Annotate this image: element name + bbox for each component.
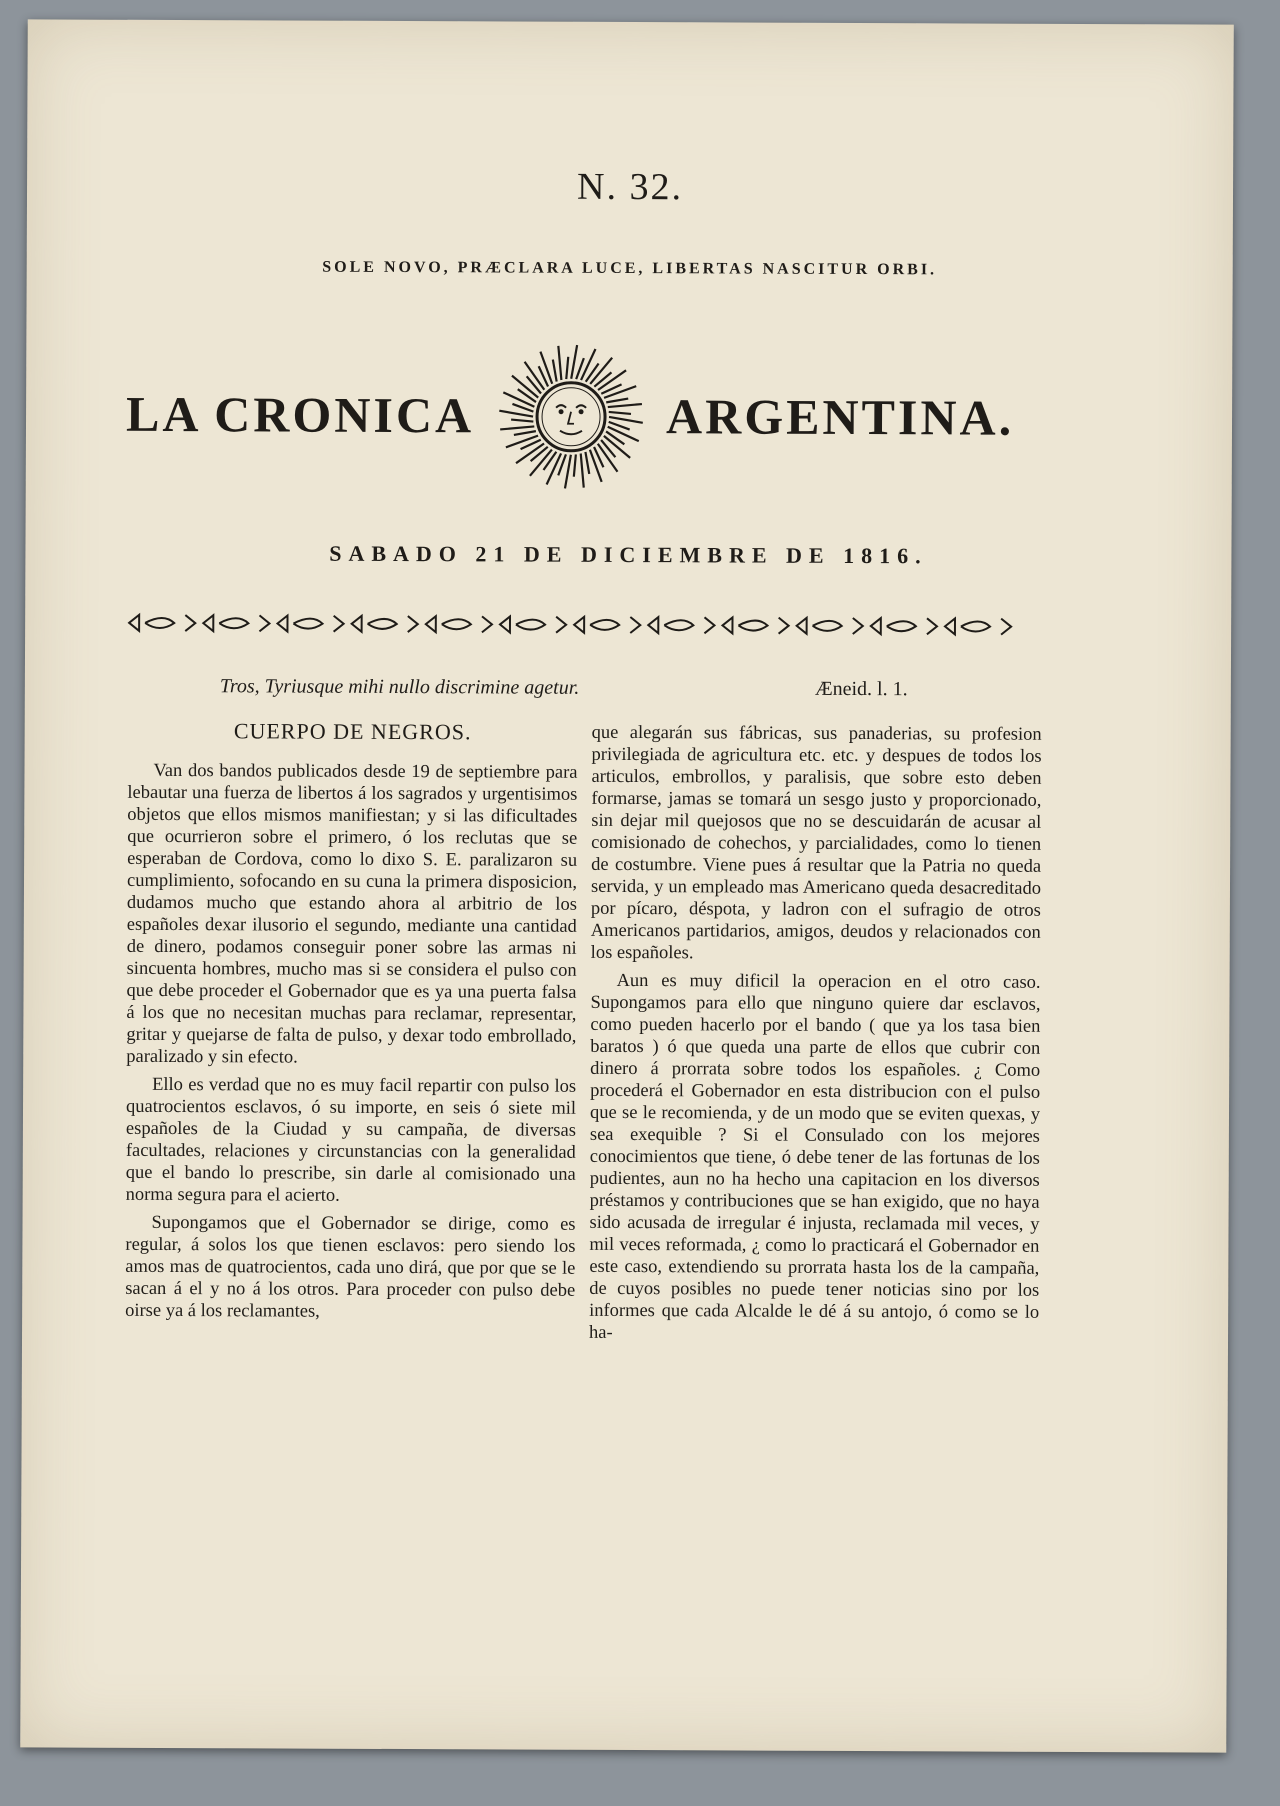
article-paragraph: Supongamos que el Gobernador se dirige, como es regular, á solos los que tienen esclavos: pero siendo los amos mas de quatrocientos, cada uno dirá, que por que se le sacan á el y no á los otros. Para proceder con pulso debe oirse ya á los reclamantes, xyxy=(125,1212,576,1322)
newspaper-page xyxy=(20,19,1234,1752)
article-paragraph: que alegarán sus fábricas, sus panaderias, su profesion privilegiada de agricultura etc. etc. y despues de todos los articulos, embrollos, y paralisis, que sobre esto deben formarse, jamas se tomará un sesgo justo y proporcionado, sin dejar mil quejosos que no se descuidarán de acusar al comisionado de cohechos, y parcialidades, como lo tienen de costumbre. Viene pues á resultar que la Patria no queda servida, y un empleado mas Americano queda desacreditado por pícaro, déspota, y ladron con el sufragio de otros Americanos partidarios, amigos, deudos y relacionados con los españoles. xyxy=(590,722,1042,964)
motto: SOLE NOVO, PRÆCLARA LUCE, LIBERTAS NASCITUR ORBI. xyxy=(322,258,938,279)
article-paragraph: Van dos bandos publicados desde 19 de septiembre para lebautar una fuerza de libertos á los sagrados y urgentisimos objetos que ellos mismos manifiestan; y si las dificultades que ocurrieron sobre el primero, ó los reclutas que se esperaban de Cordova, como lo dixo S. E. paralizaron su cumplimiento, sofocando en su cuna la primera disposicion, dudamos mucho que estando ahora al arbitrio de los españoles dexar ilusorio el segundo, mediante una cantidad de dinero, podamos conseguir poner sobre las armas ni sincuenta hombres, mucho mas si se considera el pulso con que debe proceder el Gobernador que es ya una puerta falsa á los que no necesitan muchas para reclamar, representar, gritar y quejarse de falta de pulso, y dexar todo embrollado, paralizado y sin efecto. xyxy=(126,760,578,1068)
issue-number: N. 32. xyxy=(576,165,684,209)
issue-date: SABADO 21 DE DICIEMBRE DE 1816. xyxy=(329,540,928,569)
masthead-title-left: LA CRONICA xyxy=(125,385,475,444)
epigraph-quote: Tros, Tyriusque mihi nullo discrimine agetur. xyxy=(219,675,580,699)
sun-face-icon xyxy=(496,341,647,492)
ornamental-divider xyxy=(125,608,1015,642)
article-paragraph: Aun es muy dificil la operacion en el otro caso. Supongamos para ello que ninguno quiere dar esclavos, como pueden hacerlo por el bando ( que ya los tasa bien baratos ) ó que queda una parte de ellos que cubrir con dinero á prorrata sobre todos los españoles. ¿ Como procederá el Gobernador en esta distribucion con el pulso que se le recomienda, y de un modo que se eviten quexas, y sea exequible ? Si el Consulado con los mejores conocimientos que tiene, ó debe tener de las fortunas de los pudientes, aun no ha hecho una capitacion en los diversos préstamos y contribuciones que se han exigido, que no haya sido acusada de irregular é injusta, reclamada mil veces, y mil veces reformada, ¿ como lo practicará el Gobernador en este caso, extendiendo su prorrata hasta los de la campaña, de cuyos posibles no puede tener noticias sino por los informes que cada Alcalde le dé á su antojo, ó como se lo ha- xyxy=(589,970,1041,1343)
epigraph-source: Æneid. l. 1. xyxy=(814,677,908,701)
article-column-right xyxy=(589,722,1042,1352)
article-paragraph: Ello es verdad que no es muy facil repartir con pulso los quatrocientos esclavos, ó su importe, en seis ó siete mil españoles de la Ciudad y su campaña, de diversas facultades, relaciones y circunstancias con la generalidad que el bando lo prescribe, sin darle al comisionado una norma segura para el acierto. xyxy=(125,1074,577,1206)
article-column-left xyxy=(125,720,578,1330)
article-title: CUERPO DE NEGROS. xyxy=(233,718,472,745)
masthead xyxy=(26,339,1233,494)
masthead-title-right: ARGENTINA. xyxy=(665,388,1015,446)
